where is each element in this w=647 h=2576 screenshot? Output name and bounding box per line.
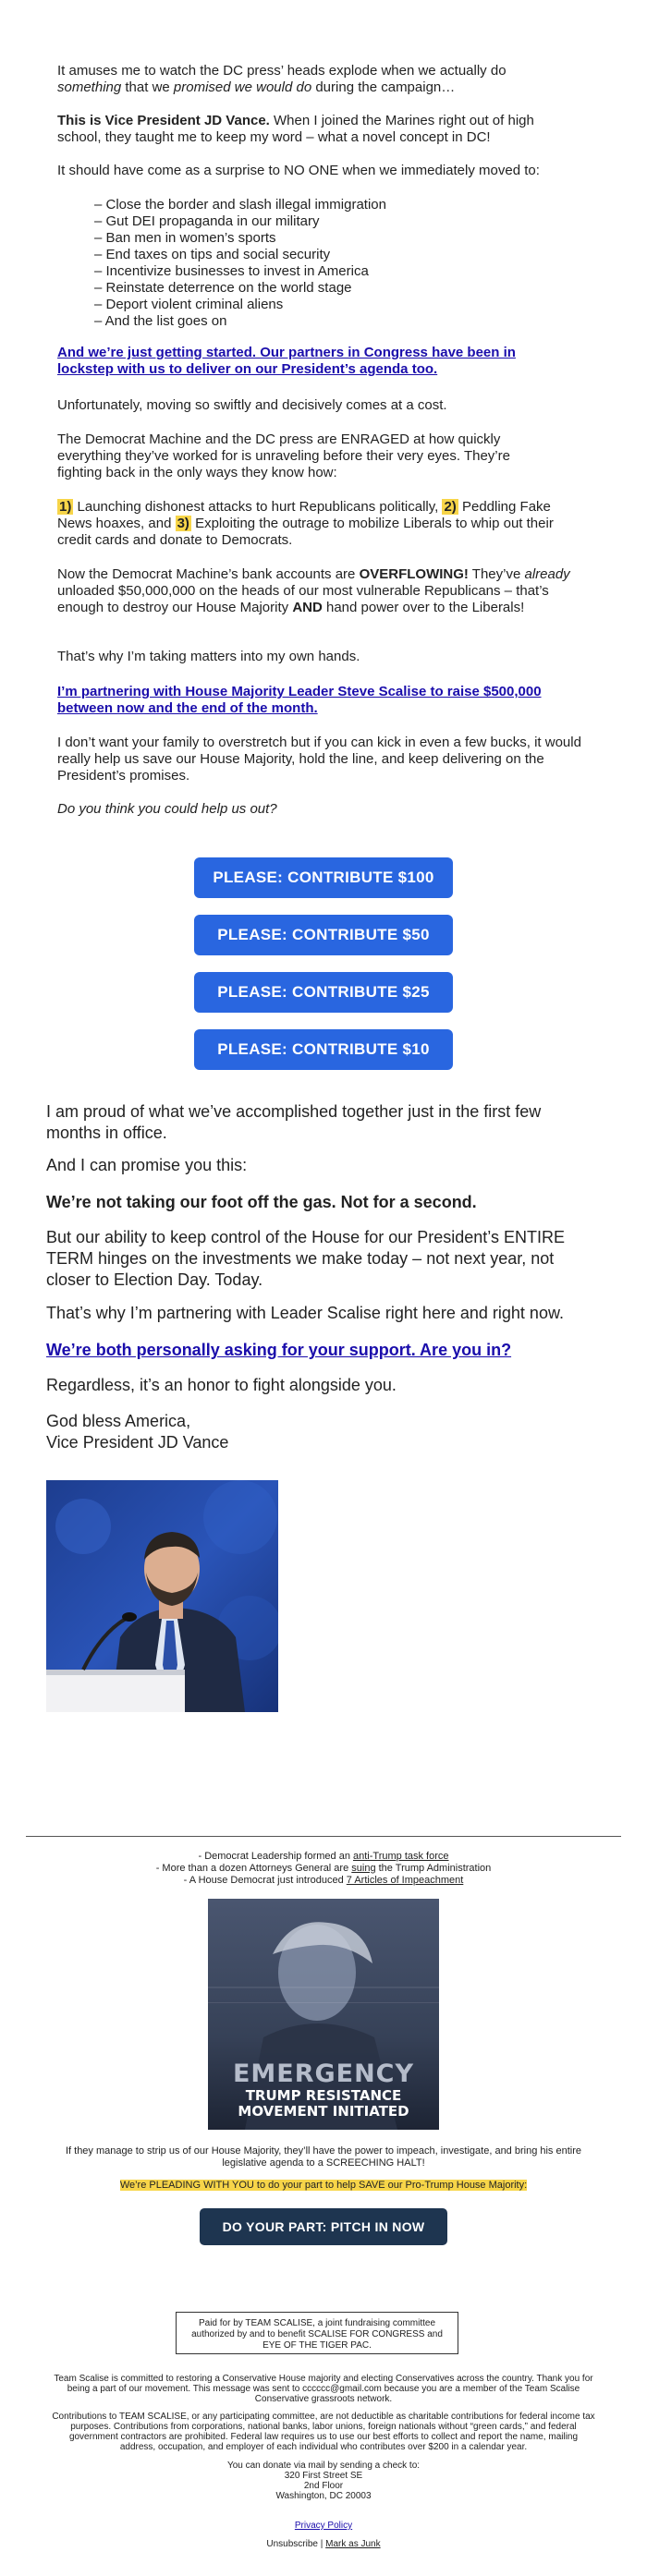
text-bold: OVERFLOWING! (359, 566, 469, 582)
list-item: – Deport violent criminal aliens (94, 297, 284, 312)
number-badge: 2) (444, 499, 457, 515)
text: MOVEMENT INITIATED (238, 2103, 409, 2120)
text: 320 First Street SE (284, 2471, 363, 2481)
scalise-partnership-link[interactable]: I’m partnering with House Majority Leader Steve Scalise to raise $500,000 between now and the end of the month. (57, 684, 542, 716)
text: that we (121, 79, 174, 95)
list-item: – And the list goes on (94, 313, 227, 329)
text: They’ve (468, 566, 525, 582)
text: hand power over to the Liberals! (322, 600, 525, 615)
unsubscribe-row (0, 2538, 647, 2550)
mark-as-junk-link[interactable]: Mark as Junk (325, 2539, 381, 2549)
text: Now the Democrat Machine’s bank accounts are (57, 566, 360, 582)
closing-paragraph-5: That’s why I’m partnering with Leader Scalise right here and right now. (46, 1304, 564, 1322)
pitch-in-button[interactable]: DO YOUR PART: PITCH IN NOW (200, 2208, 447, 2245)
footer-divider (26, 1836, 621, 1837)
number-badge: 3) (177, 516, 189, 531)
intro-paragraph-5: The Democrat Machine and the DC press are ENRAGED at how quickly everything they’ve worked for is unraveling before their very eyes. They’re fighting back in the only ways they know how: (57, 431, 510, 480)
promo-bullet-2 (139, 1863, 508, 1875)
intro-paragraph-7 (57, 566, 593, 616)
text-bold: This is Vice President JD Vance. (57, 113, 270, 128)
suing-link[interactable]: suing (351, 1863, 376, 1874)
text: Launching dishonest attacks to hurt Republicans politically, (73, 499, 443, 515)
text: You can donate via mail by sending a check to: (226, 2461, 421, 2471)
contribute-10-button[interactable]: PLEASE: CONTRIBUTE $10 (194, 1029, 453, 1070)
text-em: promised we would do (173, 79, 312, 95)
contribute-25-button[interactable]: PLEASE: CONTRIBUTE $25 (194, 972, 453, 1013)
text: - A House Democrat just introduced (183, 1875, 347, 1886)
text: Peddling Fake News hoaxes, and (57, 499, 551, 531)
text: unloaded $50,000,000 on the heads of our most vulnerable Republicans – that’s enough to destroy our House Majority (57, 583, 549, 615)
text: TRUMP RESISTANCE (245, 2087, 402, 2104)
promo-bullet-3 (139, 1875, 508, 1887)
contribute-50-button[interactable]: PLEASE: CONTRIBUTE $50 (194, 915, 453, 955)
list-item: – End taxes on tips and social security (94, 247, 331, 262)
impeach-warning: If they manage to strip us of our House Majority, they’ll have the power to impeach, investigate, and bring his entire legislative agenda to a SCREECHING HALT! (65, 2145, 582, 2169)
list-item: – Close the border and slash illegal immigration (94, 197, 386, 213)
support-link[interactable]: We’re both personally asking for your support. Are you in? (46, 1341, 512, 1359)
closing-paragraph-2: And I can promise you this: (46, 1156, 248, 1174)
emergency-graphic[interactable] (208, 1899, 439, 2130)
intro-paragraph-6 (57, 499, 589, 549)
text: 2nd Floor (303, 2481, 344, 2491)
intro-paragraph-1 (57, 63, 538, 96)
promo-bullet-1 (139, 1851, 508, 1863)
signoff-line-1: God bless America, (46, 1412, 191, 1430)
mailing-address (0, 2461, 647, 2501)
text: It amuses me to watch the DC press’ heads explode when we actually do (57, 63, 507, 79)
text: Washington, DC 20003 (275, 2491, 372, 2501)
legal-paragraph-2: Contributions to TEAM SCALISE, or any participating committee, are not deductible as charitable contributions for federal income tax purposes. Contributions from corporations, national banks, labor unions, foreign nationals without “green cards,” and federal government contractors are prohibited. Federal law requires us to use our best efforts to collect and report the name, mailing address, occupation, and employer of each individual who contributes over $200 in a calendar year. (52, 2412, 595, 2452)
text: Exploiting the outrage to mobilize Liberals to whip out their credit cards and donate to Democrats. (57, 516, 554, 548)
intro-paragraph-10: Do you think you could help us out? (57, 801, 277, 817)
plead-highlight: We’re PLEADING WITH YOU to do your part to help SAVE our Pro-Trump House Majority: (119, 2180, 528, 2191)
emergency-subtitle (208, 2088, 439, 2120)
closing-paragraph-4: But our ability to keep control of the House for our President’s ENTIRE TERM hinges on the investments we make today – not next year, not closer to Election Day. Today. (46, 1228, 565, 1289)
plead-line (0, 2180, 647, 2192)
intro-paragraph-8: That’s why I’m taking matters into my own hands. (57, 649, 360, 664)
list-item: – Gut DEI propaganda in our military (94, 213, 320, 229)
list-item: – Ban men in women’s sports (94, 230, 276, 246)
text: - More than a dozen Attorneys General are (155, 1863, 352, 1874)
list-item: – Reinstate deterrence on the world stage (94, 280, 352, 296)
agenda-link[interactable]: And we’re just getting started. Our partners in Congress have been in lockstep with us to deliver on our President’s agenda too. (57, 345, 516, 377)
text: - Democrat Leadership formed an (198, 1851, 353, 1862)
impeachment-link[interactable]: 7 Articles of Impeachment (346, 1875, 464, 1886)
signoff-line-2: Vice President JD Vance (46, 1433, 229, 1452)
contribute-100-button[interactable]: PLEASE: CONTRIBUTE $100 (194, 857, 453, 898)
list-item: – Incentivize businesses to invest in America (94, 263, 369, 279)
separator: | (317, 2539, 326, 2549)
intro-paragraph-2 (57, 113, 580, 146)
intro-paragraph-4: Unfortunately, moving so swiftly and decisively comes at a cost. (57, 397, 447, 413)
emergency-title: EMERGENCY (232, 2060, 415, 2088)
vance-photo-illustration (46, 1480, 278, 1712)
paid-for-box: Paid for by TEAM SCALISE, a joint fundraising committee authorized by and to benefit SCALISE FOR CONGRESS and EYE OF THE TIGER PAC. (176, 2312, 458, 2354)
text-bold: AND (292, 600, 323, 615)
promo-bullets (139, 1851, 508, 1887)
vance-photo (46, 1480, 278, 1712)
unsubscribe-link[interactable]: Unsubscribe (266, 2539, 318, 2549)
accomplishment-list (94, 197, 556, 330)
closing-paragraph-7: Regardless, it’s an honor to fight alongside you. (46, 1376, 397, 1394)
closing-paragraph-1: I am proud of what we’ve accomplished together just in the first few months in office. (46, 1102, 542, 1142)
legal-paragraph-1: Team Scalise is committed to restoring a Conservative House majority and electing Conservatives across the country. Thank you for being a part of our movement. This message was sent to cccccc@gmail.com because you are a member of the Team Scalise Conservative grassroots network. (54, 2374, 593, 2404)
text-em: already (524, 566, 570, 582)
intro-paragraph-9: I don’t want your family to overstretch but if you can kick in even a few bucks, it would really help us save our House Majority, hold the line, and keep delivering on the President’s promises. (57, 735, 581, 784)
text: during the campaign… (311, 79, 456, 95)
privacy-policy-link[interactable]: Privacy Policy (294, 2521, 353, 2531)
intro-paragraph-3: It should have come as a surprise to NO ONE when we immediately moved to: (57, 163, 540, 178)
text: When I joined the Marines right out of high school, they taught me to keep my word – what a novel concept in DC! (57, 113, 534, 145)
number-badge: 1) (59, 499, 72, 515)
text: the Trump Administration (375, 1863, 492, 1874)
task-force-link[interactable]: anti-Trump task force (353, 1851, 449, 1862)
closing-paragraph-3: We’re not taking our foot off the gas. Not for a second. (46, 1193, 477, 1211)
text-em: something (57, 79, 122, 95)
